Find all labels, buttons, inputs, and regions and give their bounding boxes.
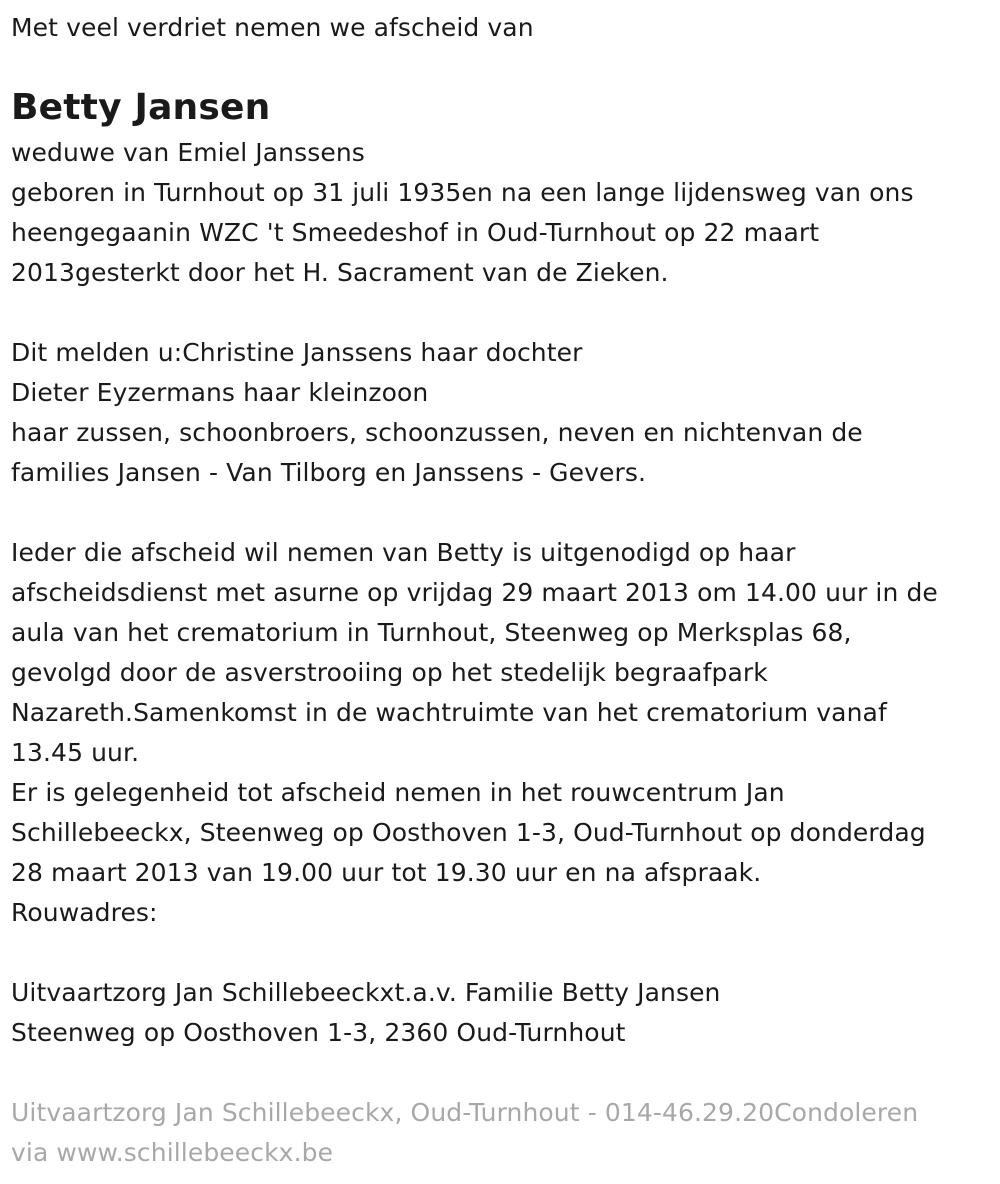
ceremony-line: Er is gelegenheid tot afscheid nemen in het rouwcentrum Jan <box>11 778 785 807</box>
ceremony-line: 13.45 uur. <box>11 738 140 767</box>
footer-section <box>11 1093 990 1173</box>
ceremony-line: Nazareth.Samenkomst in de wachtruimte van het crematorium vanaf <box>11 698 887 727</box>
bio-section <box>11 133 990 293</box>
intro-text: Met veel verdriet nemen we afscheid van <box>11 13 534 42</box>
spacer <box>11 493 990 533</box>
ceremony-line: Ieder die afscheid wil nemen van Betty is uitgenodigd op haar <box>11 538 796 567</box>
ceremony-line: afscheidsdienst met asurne op vrijdag 29 maart 2013 om 14.00 uur in de <box>11 578 938 607</box>
ceremony-line: Rouwadres: <box>11 898 158 927</box>
family-line: Dit melden u:Christine Janssens haar dochter <box>11 338 583 367</box>
footer-line: Uitvaartzorg Jan Schillebeeckx, Oud-Turnhout - 014-46.29.20Condoleren <box>11 1098 919 1127</box>
spacer <box>11 1053 990 1093</box>
ceremony-line: aula van het crematorium in Turnhout, Steenweg op Merksplas 68, <box>11 618 852 647</box>
family-section <box>11 333 990 493</box>
ceremony-line: gevolgd door de asverstrooiing op het stedelijk begraafpark <box>11 658 768 687</box>
family-line: Dieter Eyzermans haar kleinzoon <box>11 378 429 407</box>
deceased-name: Betty Jansen <box>11 87 271 128</box>
bio-line: heengegaanin WZC 't Smeedeshof in Oud-Turnhout op 22 maart <box>11 218 820 247</box>
address-line: Uitvaartzorg Jan Schillebeeckxt.a.v. Familie Betty Jansen <box>11 978 721 1007</box>
ceremony-line: 28 maart 2013 van 19.00 uur tot 19.30 uur en na afspraak. <box>11 858 762 887</box>
family-line: families Jansen - Van Tilborg en Janssens - Gevers. <box>11 458 647 487</box>
bio-line: 2013gesterkt door het H. Sacrament van de Zieken. <box>11 258 669 287</box>
bio-line: geboren in Turnhout op 31 juli 1935en na een lange lijdensweg van ons <box>11 178 914 207</box>
ceremony-section <box>11 533 990 933</box>
footer-line: via www.schillebeeckx.be <box>11 1138 334 1167</box>
bio-line: weduwe van Emiel Janssens <box>11 138 365 167</box>
address-line: Steenweg op Oosthoven 1-3, 2360 Oud-Turnhout <box>11 1018 626 1047</box>
spacer <box>11 933 990 973</box>
family-line: haar zussen, schoonbroers, schoonzussen, neven en nichtenvan de <box>11 418 863 447</box>
address-section <box>11 973 990 1053</box>
spacer <box>11 293 990 333</box>
ceremony-line: Schillebeeckx, Steenweg op Oosthoven 1-3, Oud-Turnhout op donderdag <box>11 818 926 847</box>
